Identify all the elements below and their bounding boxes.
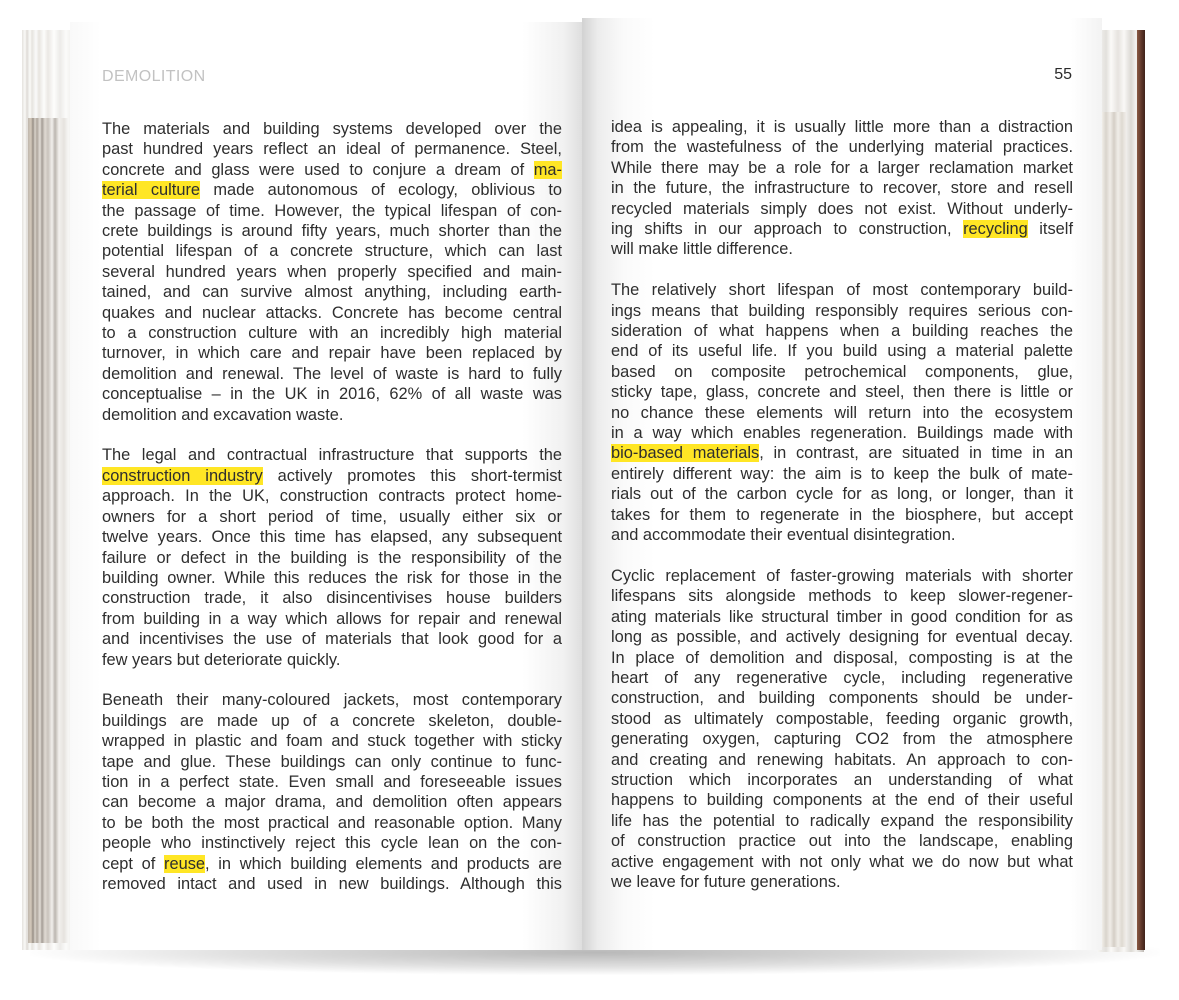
text-line <box>611 607 1073 627</box>
text-line <box>102 609 562 629</box>
text-segment: entirely different way: the aim is to keep the bulk of mate- <box>611 464 1073 483</box>
text-segment: life has the potential to radically expand the responsibility <box>611 811 1073 830</box>
text-line <box>611 831 1073 851</box>
text-line <box>611 321 1073 341</box>
text-line <box>102 343 562 363</box>
text-line <box>102 160 562 180</box>
text-segment: twelve years. Once this time has elapsed, any subsequent <box>102 528 562 547</box>
right-page-edge-stripes <box>1102 112 1126 947</box>
paragraph-gap <box>611 260 1073 280</box>
text-segment: , in which building elements and products are <box>205 854 562 873</box>
text-line <box>102 813 562 833</box>
text-line <box>611 382 1073 402</box>
text-segment: from the wastefulness of the underlying material practices. <box>611 138 1073 157</box>
text-line <box>102 548 562 568</box>
text-line <box>611 199 1073 219</box>
text-segment: tape and glue. These buildings can only continue to func- <box>102 752 562 771</box>
text-segment: removed intact and used in new buildings. Although this <box>102 875 562 893</box>
highlighted-term: construction industry <box>102 466 263 485</box>
text-segment: , in contrast, are situated in time in an <box>759 444 1073 463</box>
text-segment: tained, and can survive almost anything, including earth- <box>102 283 562 302</box>
text-segment: and accommodate their eventual disintegration. <box>611 526 956 545</box>
text-segment: conceptualise – in the UK in 2016, 62% of all waste was <box>102 385 562 404</box>
text-line <box>102 772 562 792</box>
text-line <box>611 627 1073 647</box>
text-segment: made autonomous of ecology, oblivious to <box>200 181 562 200</box>
text-line <box>102 445 562 465</box>
text-segment: ating materials like structural timber in good condition for as <box>611 607 1073 626</box>
text-line <box>102 384 562 404</box>
text-line <box>102 854 562 874</box>
text-line <box>102 731 562 751</box>
text-segment: wrapped in plastic and foam and stuck together with sticky <box>102 732 562 751</box>
text-segment: lifespans sits alongside methods to keep slower-regener- <box>611 587 1073 606</box>
text-line <box>611 525 1073 545</box>
text-segment: and creating and renewing habitats. An approach to con- <box>611 750 1073 769</box>
text-line <box>102 303 562 323</box>
text-line <box>611 117 1073 137</box>
book-cover-edge <box>1137 30 1145 950</box>
text-line <box>611 770 1073 790</box>
text-segment: and incentivises the use of materials that look good for a <box>102 630 562 649</box>
right-paragraph-1 <box>611 117 1073 260</box>
text-segment: Cyclic replacement of faster-growing materials with shorter <box>611 566 1073 585</box>
text-segment: several hundred years when properly specified and main- <box>102 262 562 281</box>
text-line <box>611 852 1073 872</box>
text-line <box>611 158 1073 178</box>
text-segment: tion in a perfect state. Even small and foreseeable issues <box>102 772 562 791</box>
text-line <box>102 711 562 731</box>
text-segment: end of its useful life. If you build using a material palette <box>611 342 1073 361</box>
text-segment: of construction practice out into the landscape, enabling <box>611 832 1073 851</box>
text-line <box>611 750 1073 770</box>
text-segment: heart of any regenerative cycle, including regenerative <box>611 668 1073 687</box>
text-line <box>102 282 562 302</box>
left-page-edge-stripes <box>28 118 68 943</box>
highlighted-term: terial culture <box>102 181 201 200</box>
text-segment: recycled materials simply does not exist. Without underly- <box>611 199 1073 218</box>
text-segment: struction which incorporates an understanding of what <box>611 770 1073 789</box>
text-line <box>102 752 562 772</box>
text-line <box>102 486 562 506</box>
text-segment: ing shifts in our approach to construction, <box>611 220 964 239</box>
text-line <box>102 629 562 649</box>
running-header: DEMOLITION <box>102 68 206 85</box>
text-segment: happens to building components at the end of their useful <box>611 791 1073 810</box>
text-line <box>611 811 1073 831</box>
text-segment: will make little difference. <box>611 240 793 259</box>
text-line <box>102 588 562 608</box>
text-line <box>611 668 1073 688</box>
left-paragraph-2 <box>102 445 562 669</box>
text-segment: sideration of what happens when a building reaches the <box>611 322 1073 341</box>
text-segment: buildings are made up of a concrete skeleton, double- <box>102 711 562 730</box>
text-line <box>102 180 562 200</box>
text-line <box>102 792 562 812</box>
paragraph-gap <box>102 425 562 445</box>
text-segment: The relatively short lifespan of most contemporary build- <box>611 281 1073 300</box>
text-segment: Beneath their many-coloured jackets, most contemporary <box>102 691 562 710</box>
text-segment: in the future, the infrastructure to recover, store and resell <box>611 179 1073 198</box>
text-segment: ings means that building responsibly requires serious con- <box>611 301 1073 320</box>
text-segment: the passage of time. However, the typical lifespan of con- <box>102 201 562 220</box>
text-segment: quakes and nuclear attacks. Concrete has become central <box>102 303 562 322</box>
text-line <box>102 221 562 241</box>
text-segment: building owner. While this reduces the risk for those in the <box>102 568 562 587</box>
text-segment: stood as ultimately compostable, feeding organic growth, <box>611 709 1073 728</box>
text-segment: to a construction culture with an incredibly high material <box>102 324 562 343</box>
text-segment: no chance these elements will return into the ecosystem <box>611 403 1073 422</box>
right-page-body-text <box>611 117 1073 892</box>
text-segment: past hundred years reflect an ideal of permanence. Steel, <box>102 140 562 159</box>
text-line <box>102 201 562 221</box>
text-line <box>611 872 1073 892</box>
text-segment: from building in a way which allows for repair and renewal <box>102 609 562 628</box>
page-number: 55 <box>1054 66 1072 83</box>
text-line <box>611 219 1073 239</box>
text-line <box>102 507 562 527</box>
text-segment: turnover, in which care and repair have been replaced by <box>102 344 562 363</box>
text-segment: idea is appealing, it is usually little more than a distraction <box>611 118 1073 136</box>
text-line <box>611 484 1073 504</box>
text-segment: generating oxygen, capturing CO2 from the atmosphere <box>611 730 1073 749</box>
text-segment: owners for a short period of time, usually either six or <box>102 507 562 526</box>
text-segment: While there may be a role for a larger reclamation market <box>611 158 1073 177</box>
text-segment: itself <box>1027 220 1073 239</box>
text-line <box>611 566 1073 586</box>
text-line <box>102 568 562 588</box>
text-line <box>611 239 1073 259</box>
text-line <box>611 586 1073 606</box>
text-segment: cept of <box>102 854 165 873</box>
text-line <box>102 139 562 159</box>
text-line <box>102 405 562 425</box>
text-segment: to be both the most practical and reasonable option. Many <box>102 813 562 832</box>
text-line <box>102 833 562 853</box>
highlighted-term: ma- <box>533 160 562 179</box>
text-segment: construction, and building components should be under- <box>611 689 1073 708</box>
left-paragraph-3 <box>102 690 562 894</box>
text-line <box>611 648 1073 668</box>
text-line <box>611 301 1073 321</box>
text-segment: crete buildings is around fifty years, much shorter than the <box>102 222 562 241</box>
right-paragraph-3 <box>611 566 1073 893</box>
text-line <box>102 323 562 343</box>
text-segment: concrete and glass were used to conjure a dream of <box>102 160 534 179</box>
text-segment: failure or defect in the building is the responsibility of the <box>102 548 562 567</box>
text-line <box>611 403 1073 423</box>
highlighted-term: recycling <box>963 220 1028 239</box>
left-paragraph-1 <box>102 119 562 425</box>
text-line <box>102 527 562 547</box>
text-segment: demolition and renewal. The level of waste is hard to fully <box>102 364 562 383</box>
text-segment: The legal and contractual infrastructure that supports the <box>102 446 562 465</box>
text-line <box>102 262 562 282</box>
text-line <box>102 650 562 670</box>
text-segment: in a way which enables regeneration. Buildings made with <box>611 424 1073 443</box>
text-segment: demolition and excavation waste. <box>102 405 344 424</box>
text-line <box>611 341 1073 361</box>
text-segment: based on composite petrochemical components, glue, <box>611 362 1073 381</box>
text-line <box>611 137 1073 157</box>
text-line <box>611 280 1073 300</box>
text-segment: potential lifespan of a concrete structure, which can last <box>102 242 562 261</box>
left-page-body-text <box>102 119 562 894</box>
text-segment: can become a major drama, and demolition often appears <box>102 793 562 812</box>
text-line <box>611 443 1073 463</box>
text-segment: sticky tape, glass, concrete and steel, then there is little or <box>611 383 1073 402</box>
text-segment: construction trade, it also disincentivises house builders <box>102 589 562 608</box>
text-line <box>102 119 562 139</box>
text-segment: we leave for future generations. <box>611 873 841 891</box>
text-segment: actively promotes this short-termist <box>262 466 562 485</box>
text-line <box>102 690 562 710</box>
text-segment: active engagement with not only what we do now but what <box>611 852 1073 871</box>
right-paragraph-2 <box>611 280 1073 545</box>
text-segment: rials out of the carbon cycle for as long, or longer, than it <box>611 485 1073 504</box>
text-segment: The materials and building systems developed over the <box>102 120 562 138</box>
text-line <box>611 709 1073 729</box>
text-line <box>102 874 562 894</box>
text-line <box>611 423 1073 443</box>
paragraph-gap <box>611 546 1073 566</box>
highlighted-term: bio-based materials <box>611 444 760 463</box>
text-line <box>611 505 1073 525</box>
highlighted-term: reuse <box>164 854 206 873</box>
text-line <box>611 729 1073 749</box>
paragraph-gap <box>102 670 562 690</box>
text-line <box>102 364 562 384</box>
text-line <box>102 241 562 261</box>
text-segment: takes for them to regenerate in the biosphere, but accept <box>611 505 1073 524</box>
text-segment: approach. In the UK, construction contracts protect home- <box>102 487 562 506</box>
text-line <box>611 464 1073 484</box>
text-segment: few years but deteriorate quickly. <box>102 650 341 669</box>
text-line <box>611 790 1073 810</box>
text-line <box>611 688 1073 708</box>
text-line <box>102 466 562 486</box>
text-line <box>611 362 1073 382</box>
text-segment: long as possible, and actively designing for eventual decay. <box>611 628 1073 647</box>
text-segment: In place of demolition and disposal, composting is at the <box>611 648 1073 667</box>
text-segment: people who instinctively reject this cycle lean on the con- <box>102 834 562 853</box>
text-line <box>611 178 1073 198</box>
